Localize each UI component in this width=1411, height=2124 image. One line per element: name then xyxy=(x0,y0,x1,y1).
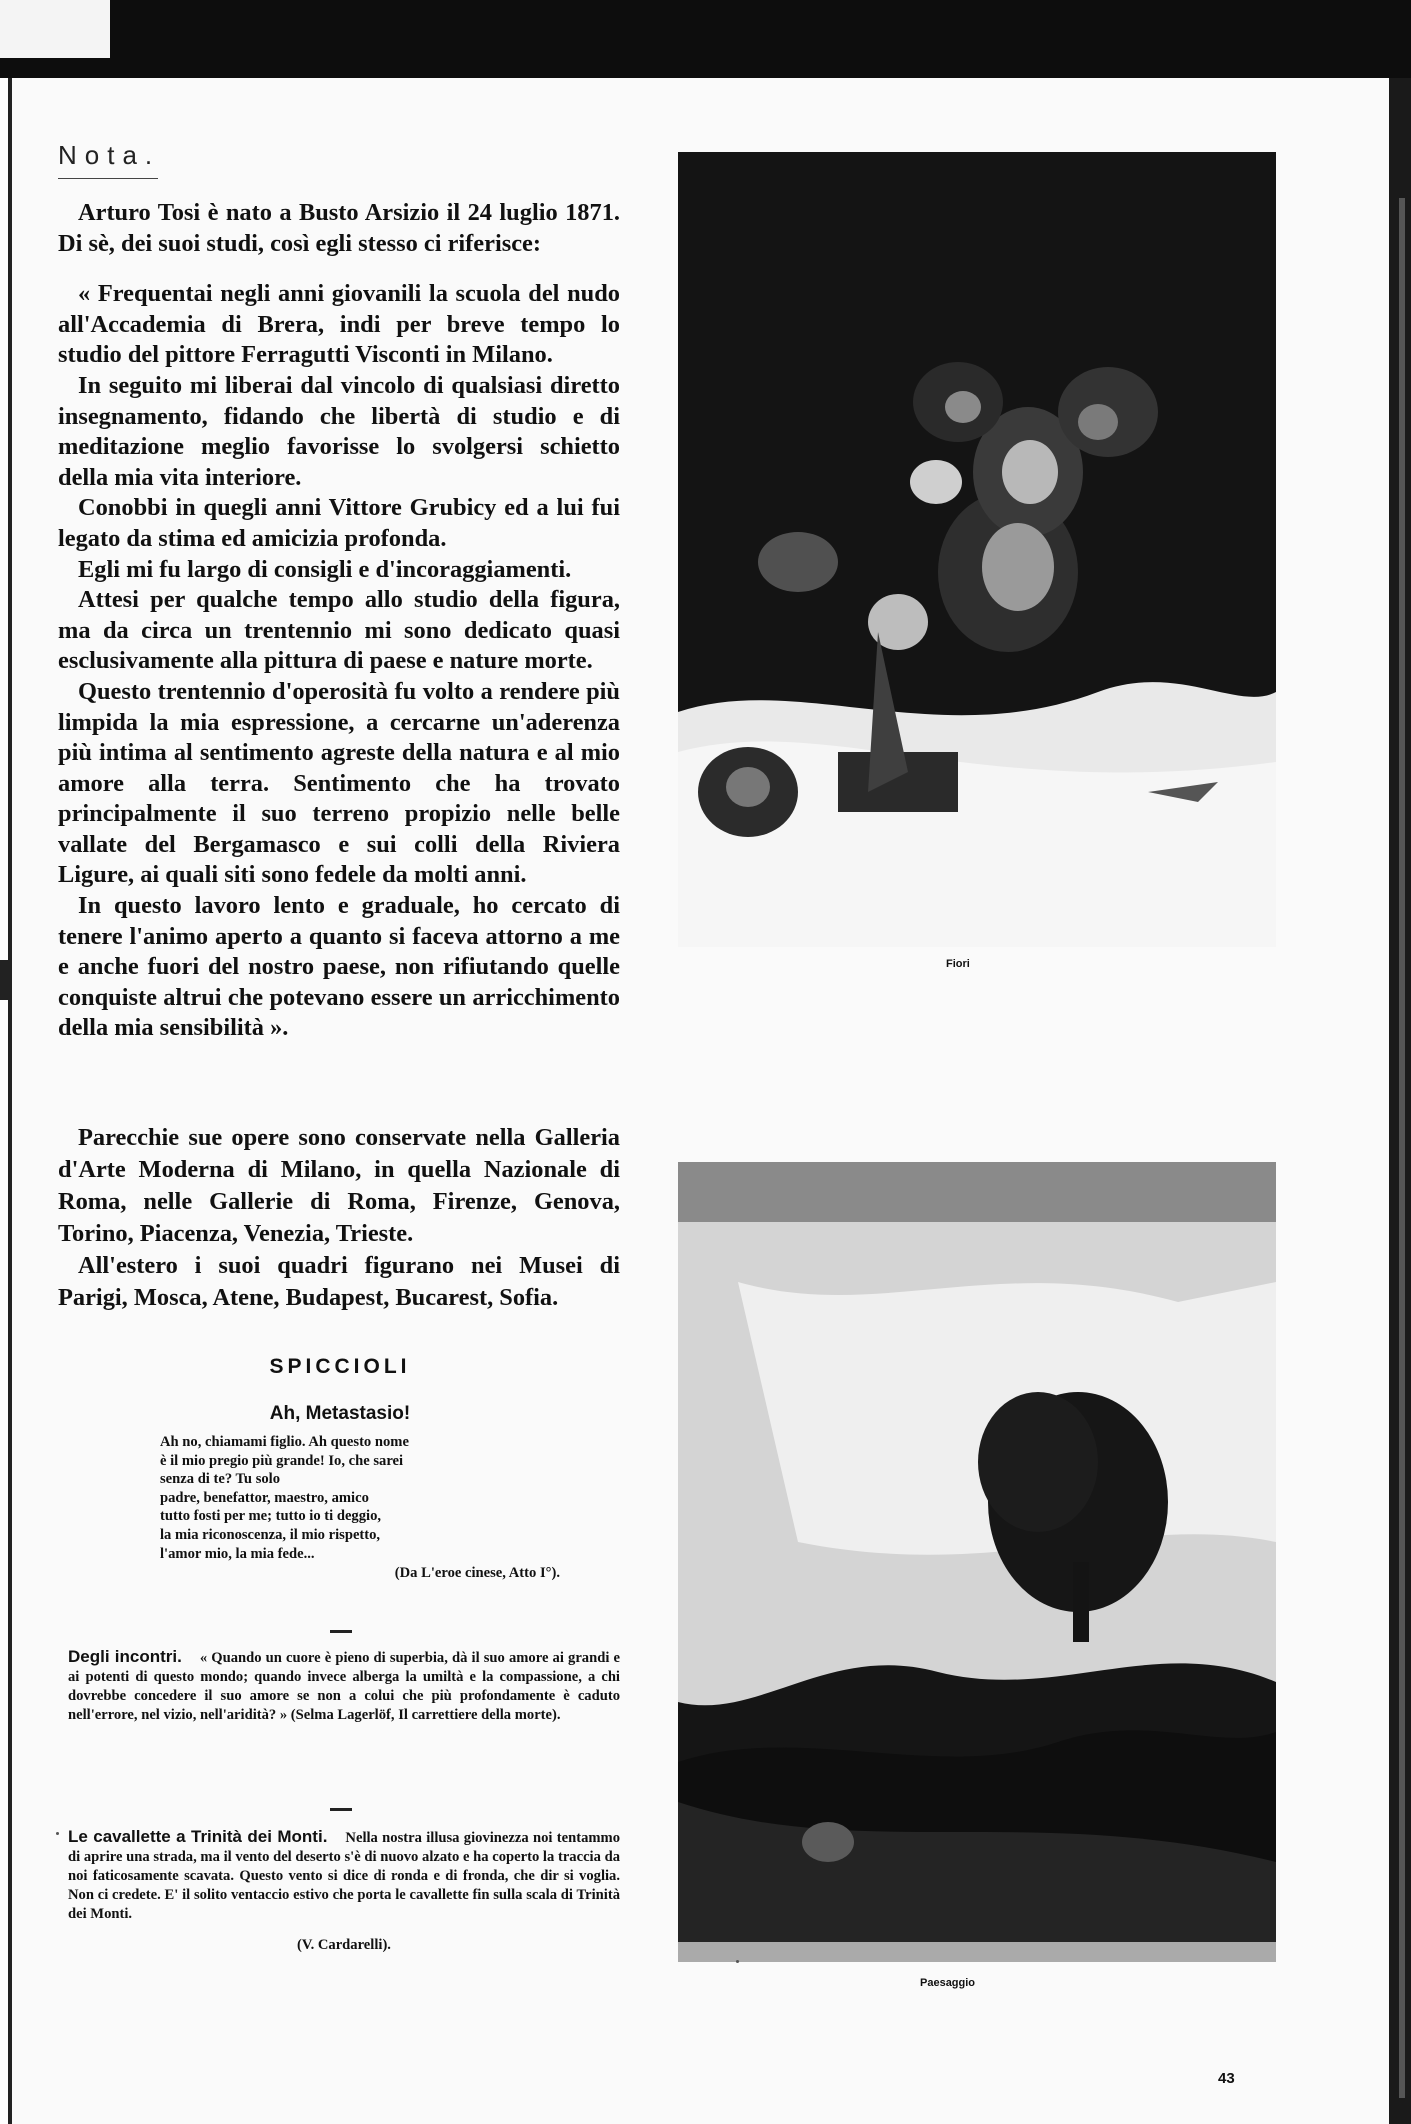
scan-right-edge xyxy=(1389,78,1411,2124)
section-label: Nota. xyxy=(58,140,161,170)
incontri-text: « Quando un cuore è pieno di superbia, dà il suo amore ai grandi e ai potenti di questo mondo; quando invece alberga la umiltà e la compassione, a chi dovrebbe concedere il suo amore se non a colui che più profondamente è caduto nell'errore, nel vizio, nell'aridità? » (Selma Lagerlöf, Il carrettiere della morte). xyxy=(68,1650,621,1723)
caption-paesaggio: Paesaggio xyxy=(920,1977,976,1989)
cavallette-signature: (V. Cardarelli). xyxy=(297,1936,391,1953)
quote-paragraph: Egli mi fu largo di consigli e d'incoraggiamenti. xyxy=(78,555,572,583)
quote-paragraph: Attesi per qualche tempo allo studio della figura, ma da circa un trentennio mi sono dedicato quasi esclusivamente alla pittura di paese e nature morte. xyxy=(58,586,620,675)
cavallette-text: Nella nostra illusa giovinezza noi tentammo di aprire una strada, ma il vento del deserto s'è di nuovo alzato e ha coperto la traccia da noi faticosamente scavata. Questo vento si dice di ronda e di fronda, che dir si voglia. Non ci credete. E' il solito ventaccio estivo che porta le cavallette fin sulla scala di Trinità dei Monti. xyxy=(68,1830,621,1922)
scan-speck xyxy=(56,1832,59,1835)
cavallette-heading: Le cavallette a Trinità dei Monti. xyxy=(68,1827,328,1846)
caption-fiori: Fiori xyxy=(946,958,970,970)
collections-italy: Parecchie sue opere sono conservate nella Galleria d'Arte Moderna di Milano, in quella Nazionale di Roma, nelle Gallerie di Roma, Firenze, Genova, Torino, Piacenza, Venezia, Trieste. xyxy=(58,1124,620,1247)
poem-line: Ah no, chiamami figlio. Ah questo nome xyxy=(160,1434,409,1450)
spiccioli-heading: SPICCIOLI xyxy=(269,1355,411,1378)
collections-abroad: All'estero i suoi quadri figurano nei Musei di Parigi, Mosca, Atene, Budapest, Bucarest, Sofia. xyxy=(58,1252,620,1311)
painting-paesaggio xyxy=(678,1162,1276,1962)
painting-fiori xyxy=(678,152,1276,947)
quote-paragraph: Questo trentennio d'operosità fu volto a rendere più limpida la mia espressione, a cercarne un'aderenza più intima al sentimento agreste della natura e al mio amore alla terra. Sentimento che ha trovato principalmente il suo terreno propizio nelle belle vallate del Bergamasco e sui colli della Riviera Ligure, ai quali siti sono fedele da molti anni. xyxy=(58,677,620,889)
quote-paragraph: « Frequentai negli anni giovanili la scuola del nudo all'Accademia di Brera, indi per breve tempo lo studio del pittore Ferragutti Visconti in Milano. xyxy=(58,280,620,369)
poem-line: la mia riconoscenza, il mio rispetto, xyxy=(160,1526,381,1543)
page-number: 43 xyxy=(1218,2070,1235,2087)
scan-left-mark xyxy=(0,960,10,1000)
cavallette-block xyxy=(68,1828,620,1954)
poem-line: tutto fosti per me; tutto io ti deggio, xyxy=(160,1508,382,1525)
scan-speck xyxy=(736,1960,739,1963)
quote-paragraph: In seguito mi liberai dal vincolo di qualsiasi diretto insegnamento, fidando che libertà di studio e di meditazione meglio favorisse lo svolgersi schietto della mia vita interiore. xyxy=(58,371,620,491)
section-rule xyxy=(58,178,158,179)
painting-paesaggio-image xyxy=(678,1162,1276,1962)
quote-paragraph: In questo lavoro lento e graduale, ho cercato di tenere l'animo aperto a quanto si faceva attorno a me e anche fuori del nostro paese, non rifiutando quelle conquiste altrui che potevano essere un arricchimento della mia sensibilità ». xyxy=(58,892,620,1042)
poem-line: l'amor mio, la mia fede... xyxy=(160,1545,315,1562)
poem-line: senza di te? Tu solo xyxy=(160,1471,281,1488)
scan-corner-tab xyxy=(0,0,110,58)
biography-text xyxy=(58,198,620,1044)
scan-top-border xyxy=(0,0,1411,78)
incontri-block xyxy=(68,1648,620,1725)
quote-paragraph: Conobbi in quegli anni Vittore Grubicy ed a lui fui legato da stima ed amicizia profonda. xyxy=(58,494,620,552)
metastasio-poem xyxy=(160,1433,560,1583)
biography-intro: Arturo Tosi è nato a Busto Arsizio il 24 luglio 1871. Di sè, dei suoi studi, così egli stesso ci riferisce: xyxy=(58,199,620,257)
incontri-heading: Degli incontri. xyxy=(68,1647,182,1666)
poem-line: padre, benefattor, maestro, amico xyxy=(160,1489,369,1506)
separator-dash xyxy=(330,1808,352,1811)
poem-source: (Da L'eroe cinese, Atto I°). xyxy=(394,1565,560,1582)
metastasio-heading: Ah, Metastasio! xyxy=(269,1403,411,1424)
painting-fiori-image xyxy=(678,152,1276,947)
poem-line: è il mio pregio più grande! Io, che sarei xyxy=(160,1452,404,1469)
collections-text xyxy=(58,1122,620,1314)
separator-dash xyxy=(330,1630,352,1633)
